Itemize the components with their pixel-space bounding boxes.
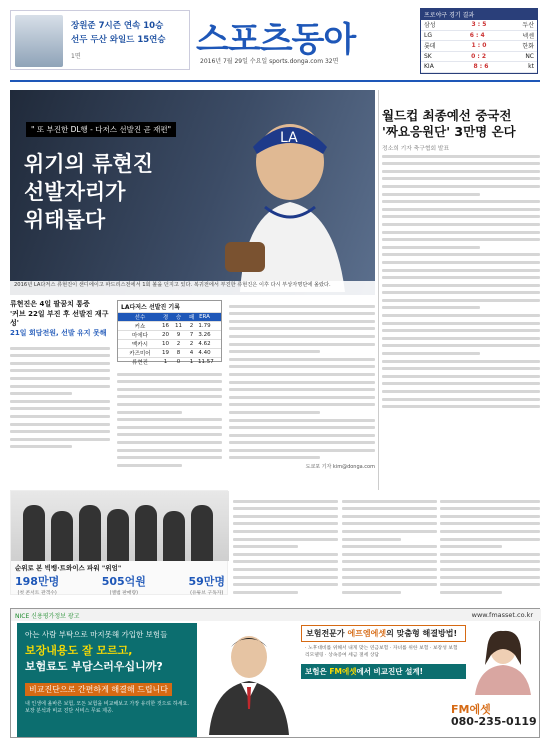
idol-story-col-2 [342,495,437,600]
idol-stat: 505억원 (앨범 판매량) [101,575,146,596]
masthead [0,0,550,80]
result-row: 롯데 1 : 0 한화 [421,41,537,52]
masthead-promo-box[interactable] [10,10,190,70]
insurance-advertisement[interactable] [10,608,540,738]
ad-woman-photo [469,625,537,695]
idol-power-section[interactable] [10,490,228,595]
ad-line-3: 보험료도 부담스러우십니까? [25,660,163,673]
ad-man-photo [201,625,296,735]
dodgers-rotation-table [117,300,222,366]
result-row: KIA 8 : 6 kt [421,62,537,73]
idol-stat: 59만명 (유튜브 구독자) [188,575,225,596]
table-row: 류현진 1 0 1 11.57 [118,357,221,366]
side-story-body [382,150,540,445]
ad-line-4: 비교진단으로 간편하게 해결해 드립니다 [25,683,172,696]
side-headline-2: '짜요응원단' 3만명 온다 [382,124,516,139]
ad-compare-banner: 보험은 FM에셋에서 비교진단 설계! [301,664,466,679]
lead-photo-caption: 2016년 LA다저스 류현진이 샌디에이고 파드리스전에서 1회 볼을 던지고 있다. 복귀전에서 부진한 류현진은 이후 다시 부상자명단에 올랐다. [10,281,375,295]
column-divider [378,90,379,490]
lead-headline: 위기의 류현진 선발자리가 위태롭다 [24,152,154,232]
ad-right-panel [301,625,466,735]
promo-page: 1면 [71,53,81,60]
issue-info: 2016년 7월 29일 수요일 sports.donga.com 32면 [200,58,339,65]
results-title: 프로야구 경기 결과 [421,9,537,20]
result-row: 삼성 3 : 5 두산 [421,20,537,31]
masthead-rule [10,80,540,82]
ad-line-1: 아는 사람 부탁으로 마지못해 가입한 보험들 [25,630,168,639]
ad-solution-list: · 노후대비를 위해서 내게 맞는 연금보험 · 자녀를 위한 보험 · 보장성 보험 리모델링 · 상속증여 세금 절세 상담 [305,646,458,658]
ad-url[interactable]: www.fmasset.co.kr [471,611,533,619]
side-byline: 정소희 기자 축구협회 발표 [382,146,450,152]
promo-line-2: 선두 두산 와일드 15연승 [71,35,166,45]
promo-player-photo [15,15,63,67]
ad-line-2: 보장내용도 잘 모르고, [25,644,133,657]
promo-line-1: 장원준 7시즌 연속 10승 [71,21,164,31]
reporter-email[interactable]: 도쿄포 기자 kim@donga.com [305,464,375,471]
result-row: LG 6 : 4 넥센 [421,31,537,42]
result-row: SK 0 : 2 NC [421,52,537,63]
newspaper-logo[interactable]: 스포츠동아 [196,20,356,60]
pitcher-photo [205,102,365,292]
idol-story-col-1 [233,495,338,600]
ad-brand-logo: FM에셋 [451,703,491,716]
idol-stat: 198만명 (첫 콘서트 관객수) [15,575,60,596]
table-row: 마에다 20 9 7 3.26 [118,330,221,339]
lead-subhead-3: 21일 회담전원, 선발 유지 못해 [10,328,107,337]
lead-story-col-1 [10,300,110,480]
ad-top-bar: NICE 신용평가정보 광고 [11,609,541,621]
idol-group-photo [11,491,229,561]
baseball-results-box [420,8,538,74]
table-row: 커쇼 16 11 2 1.79 [118,321,221,330]
table-header-row: 선수 경 승 패 ERA [118,312,221,321]
lead-subhead-2: '커브 22일 부진 후 선발진 재구성' [10,309,109,327]
ad-left-panel [17,623,197,737]
table-title: LA다저스 선발진 기록 [121,304,181,311]
idol-story-col-3 [440,495,540,600]
table-row: 카즈미어 19 8 4 4.40 [118,348,221,357]
idol-stats [15,573,225,596]
lead-story-col-2 [117,368,222,480]
lead-story-photo[interactable] [10,90,375,295]
side-story-header[interactable] [382,108,540,152]
table-row: 맥카시 10 2 2 4.62 [118,339,221,348]
ad-phone-number[interactable]: 080-235-0119 [451,715,537,728]
ad-line-5: 내 인생에 올바른 보험, 모든 보험을 비교해보고 가장 유리한 것으로 하세요. 보장 분석과 비교 진단 서비스 무료 제공. [25,701,189,714]
ad-solution-title: 보험전문가 에프엠에셋의 맞춤형 해결방법! [301,625,466,642]
idol-title: 순위로 본 빅뱅·트와이스 파워 "위엄" [15,564,122,572]
svg-text:LA: LA [280,130,298,146]
lead-kicker: " 또 부진한 DL행 - 다저스 선발진 곧 재편" [26,122,176,137]
lead-story-col-3 [229,300,375,480]
side-headline-1: 월드컵 최종예선 중국전 [382,108,512,123]
lead-subhead-1: 류현진은 4일 팔꿈치 통증 [10,300,90,308]
